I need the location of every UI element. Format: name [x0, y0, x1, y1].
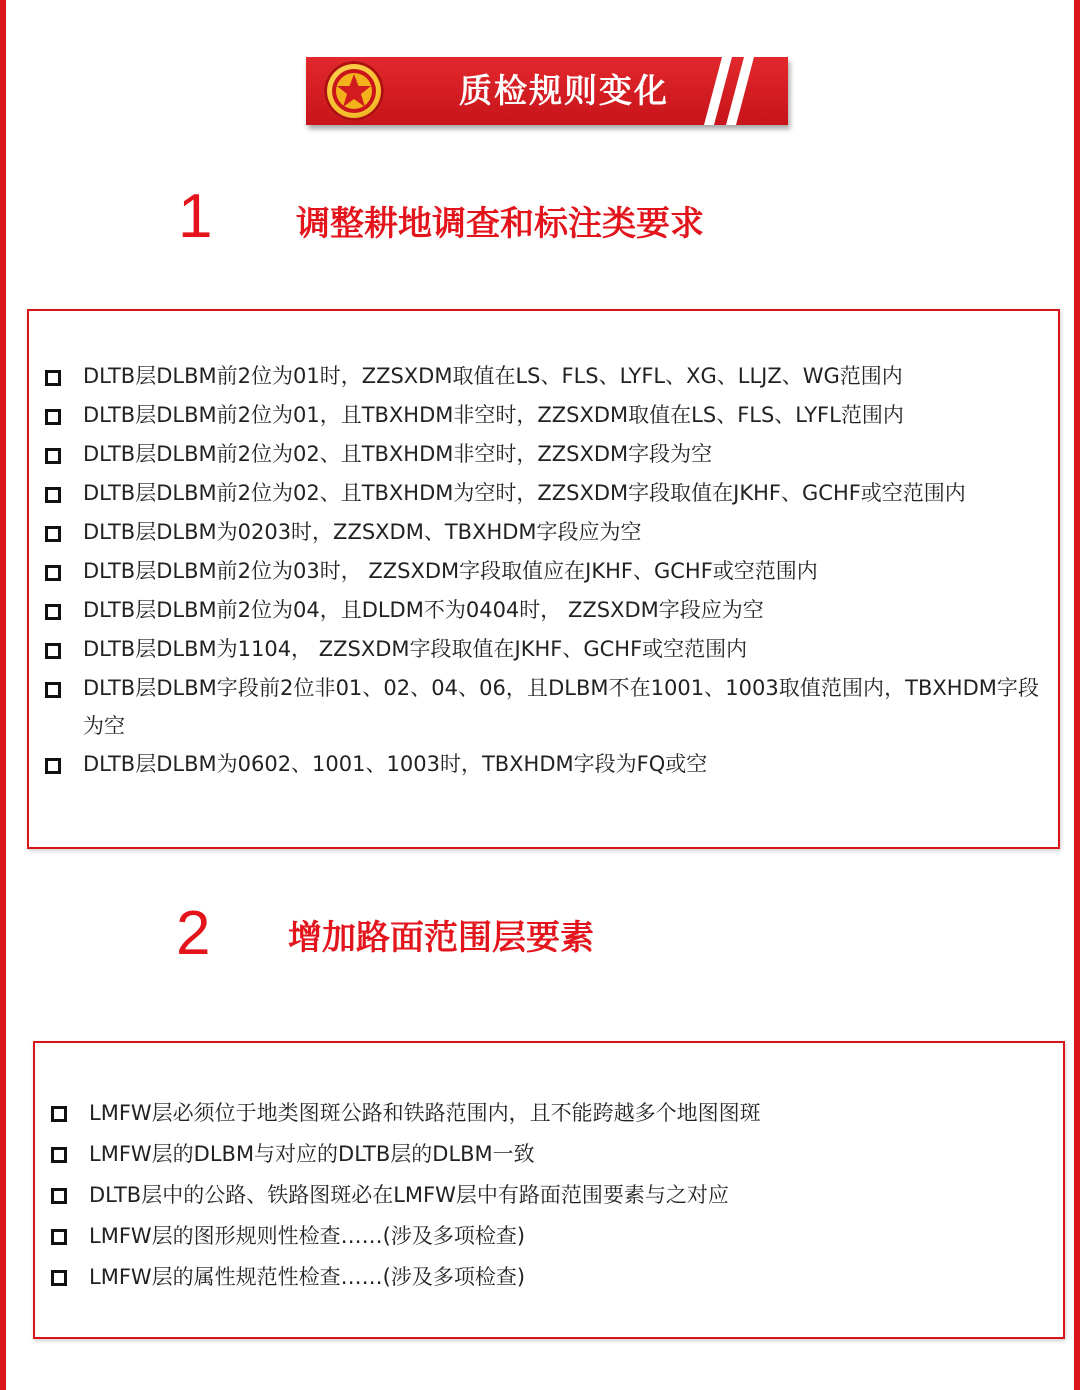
- square-bullet-icon: [45, 448, 61, 464]
- header-banner: [306, 57, 788, 125]
- square-bullet-icon: [45, 682, 61, 698]
- section-1-number: 1: [178, 182, 213, 251]
- rule-item: DLTB层DLBM前2位为02、且TBXHDM非空时，ZZSXDM字段为空: [45, 435, 1039, 474]
- rule-item: DLTB层DLBM前2位为03时， ZZSXDM字段取值应在JKHF、GCHF或空范围内: [45, 552, 1039, 591]
- section-1-rule-list: [45, 357, 1039, 784]
- square-bullet-icon: [45, 409, 61, 425]
- rule-item: DLTB层DLBM为1104， ZZSXDM字段取值在JKHF、GCHF或空范围内: [45, 630, 1039, 669]
- square-bullet-icon: [45, 604, 61, 620]
- right-red-border: [1074, 0, 1080, 1390]
- rule-item: DLTB层中的公路、铁路图斑必在LMFW层中有路面范围要素与之对应: [51, 1175, 1041, 1216]
- rule-item: DLTB层DLBM为0203时，ZZSXDM、TBXHDM字段应为空: [45, 513, 1039, 552]
- rule-item: DLTB层DLBM前2位为01时，ZZSXDM取值在LS、FLS、LYFL、XG、LLJZ、WG范围内: [45, 357, 1039, 396]
- square-bullet-icon: [45, 565, 61, 581]
- slash-decoration-icon: [700, 57, 760, 125]
- square-bullet-icon: [51, 1270, 67, 1286]
- square-bullet-icon: [45, 487, 61, 503]
- section-2-title: 增加路面范围层要素: [288, 918, 594, 958]
- rule-item: DLTB层DLBM字段前2位非01、02、04、06，且DLBM不在1001、1003取值范围内，TBXHDM字段为空: [45, 669, 1039, 745]
- section-2-number: 2: [176, 899, 211, 968]
- section-1-title: 调整耕地调查和标注类要求: [296, 204, 704, 244]
- banner-title: 质检规则变化: [459, 71, 669, 110]
- square-bullet-icon: [51, 1188, 67, 1204]
- section-2-rule-list: [51, 1093, 1041, 1298]
- rule-item: DLTB层DLBM前2位为01，且TBXHDM非空时，ZZSXDM取值在LS、FLS、LYFL范围内: [45, 396, 1039, 435]
- rule-item: LMFW层的DLBM与对应的DLTB层的DLBM一致: [51, 1134, 1041, 1175]
- rule-item: LMFW层的图形规则性检查……(涉及多项检查): [51, 1216, 1041, 1257]
- square-bullet-icon: [51, 1106, 67, 1122]
- rule-item: LMFW层必须位于地类图斑公路和铁路范围内，且不能跨越多个地图图斑: [51, 1093, 1041, 1134]
- rule-item: LMFW层的属性规范性检查……(涉及多项检查): [51, 1257, 1041, 1298]
- left-red-border: [0, 0, 6, 1390]
- square-bullet-icon: [45, 643, 61, 659]
- square-bullet-icon: [45, 758, 61, 774]
- square-bullet-icon: [51, 1147, 67, 1163]
- square-bullet-icon: [51, 1229, 67, 1245]
- rule-item: DLTB层DLBM前2位为04，且DLDM不为0404时， ZZSXDM字段应为空: [45, 591, 1039, 630]
- gold-star-icon: [324, 61, 384, 121]
- section-2-rules-box: [33, 1041, 1065, 1339]
- square-bullet-icon: [45, 370, 61, 386]
- rule-item: DLTB层DLBM为0602、1001、1003时，TBXHDM字段为FQ或空: [45, 745, 1039, 784]
- section-1-rules-box: [27, 309, 1060, 849]
- rule-item: DLTB层DLBM前2位为02、且TBXHDM为空时，ZZSXDM字段取值在JKHF、GCHF或空范围内: [45, 474, 1039, 513]
- square-bullet-icon: [45, 526, 61, 542]
